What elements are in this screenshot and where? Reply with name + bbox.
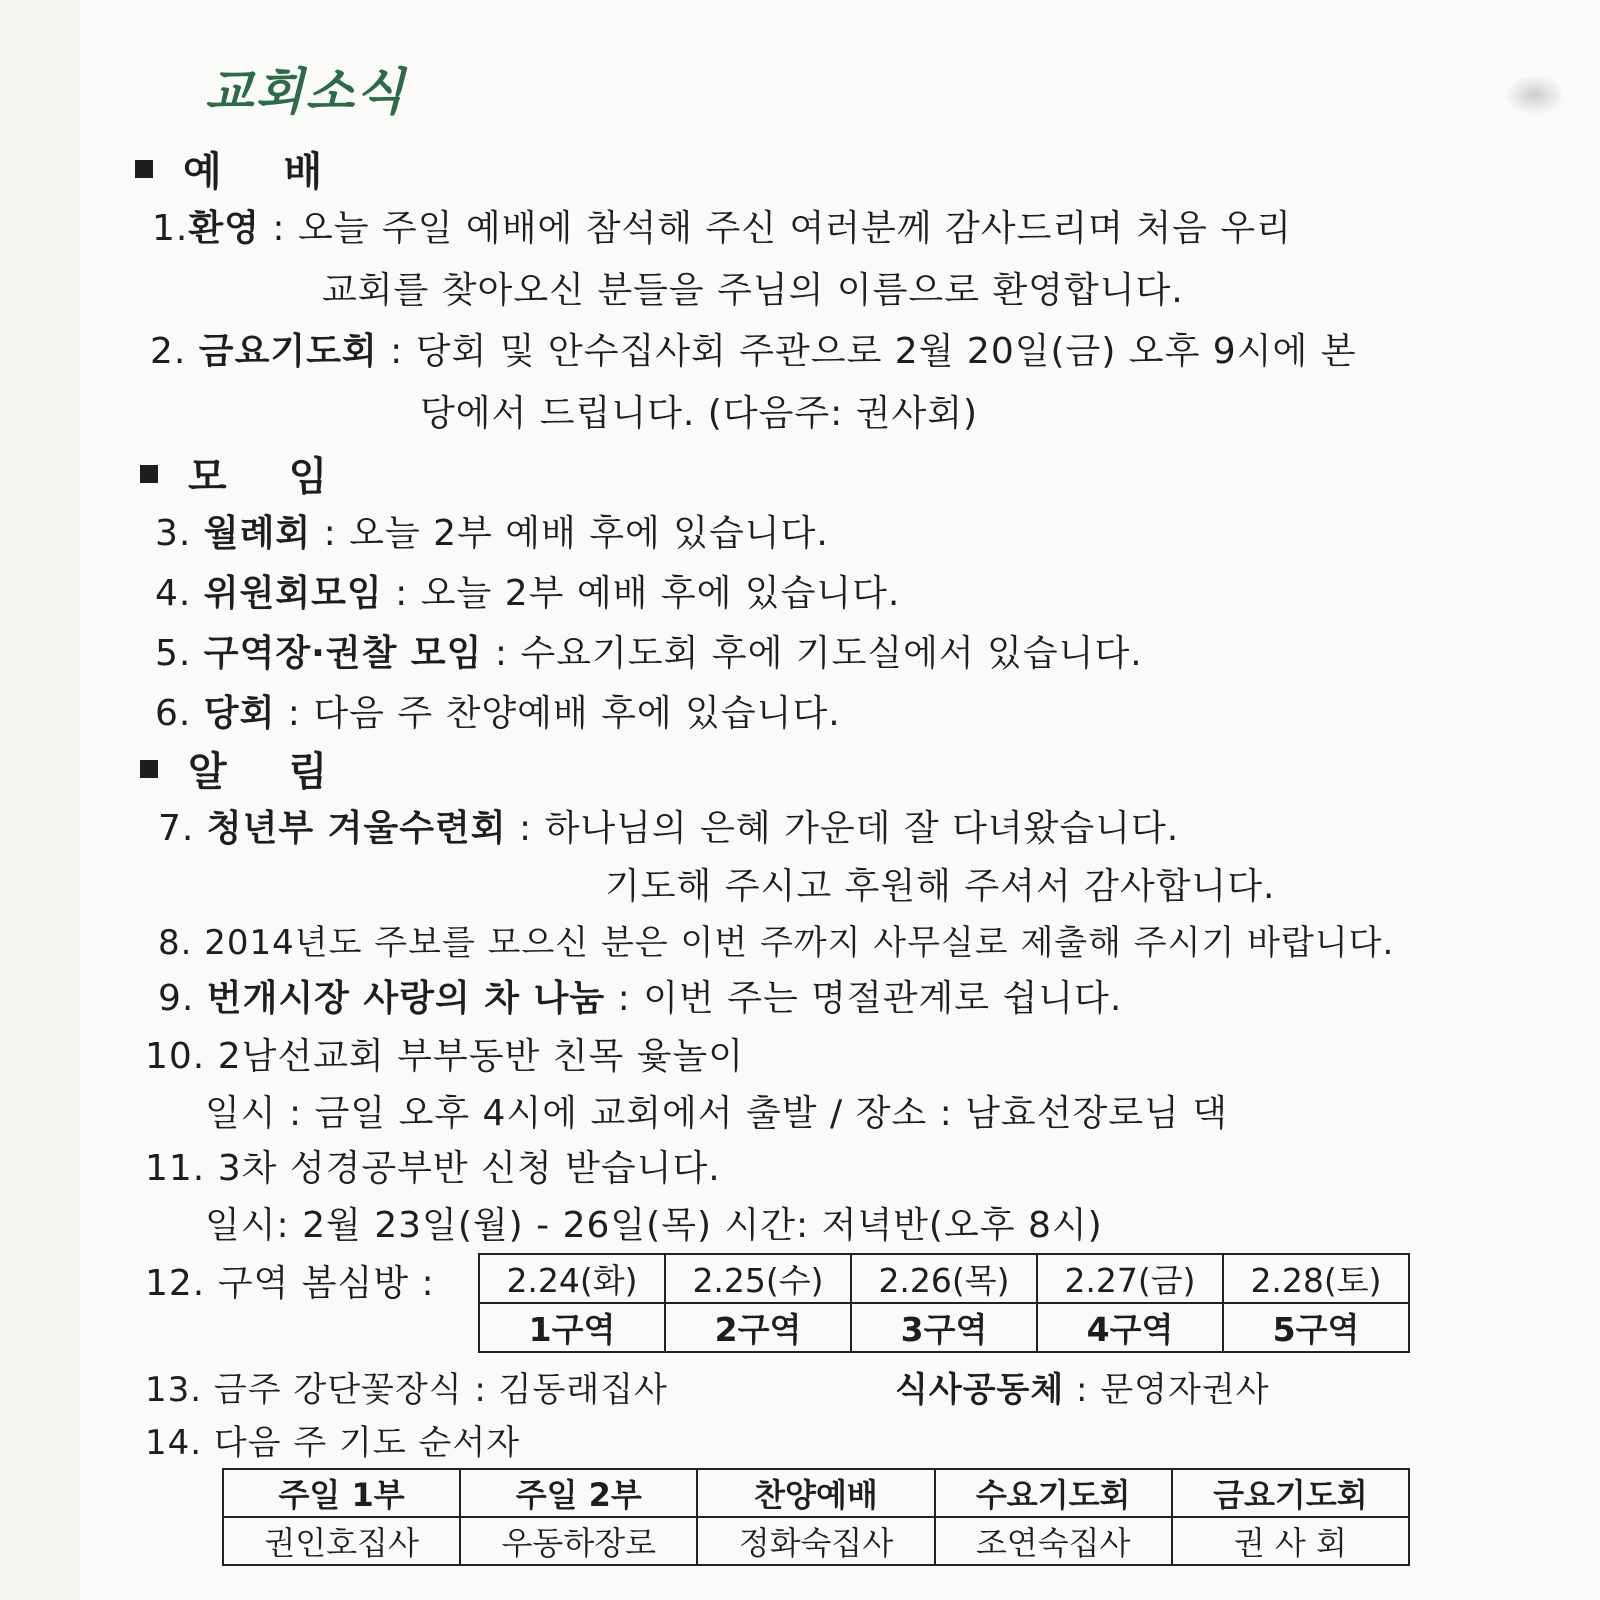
prayer-service-cell: 찬양예배 <box>697 1469 934 1517</box>
item-8: 8. 2014년도 주보를 모으신 분은 이번 주까지 사무실로 제출해 주시기 바랍니다. <box>158 923 1395 963</box>
visit-schedule-table <box>478 1253 1410 1353</box>
item-4: 4. 위원회모임 : 오늘 2부 예배 후에 있습니다. <box>155 573 901 614</box>
visit-date-cell: 2.28(토) <box>1223 1254 1409 1303</box>
visit-zone-cell: 2구역 <box>665 1303 851 1352</box>
visit-zone-cell: 3구역 <box>851 1303 1037 1352</box>
item-10-detail: 일시 : 금일 오후 4시에 교회에서 출발 / 장소 : 남효선장로님 댁 <box>205 1093 1229 1134</box>
prayer-person-cell: 권 사 회 <box>1172 1517 1409 1565</box>
visit-zone-row <box>479 1303 1409 1352</box>
prayer-service-cell: 주일 2부 <box>460 1469 697 1517</box>
paper-smudge <box>1505 75 1565 115</box>
item-14: 14. 다음 주 기도 순서자 <box>145 1423 521 1463</box>
section-notice-heading: 알 림 <box>140 740 351 797</box>
page-title: 교회소식 <box>205 62 407 121</box>
square-bullet-icon <box>140 760 158 778</box>
visit-zone-cell: 5구역 <box>1223 1303 1409 1352</box>
visit-date-cell: 2.27(금) <box>1037 1254 1223 1303</box>
prayer-person-cell: 정화숙집사 <box>697 1517 934 1565</box>
item-13-flowers: 13. 금주 강단꽃장식 : 김동래집사 <box>145 1370 668 1410</box>
prayer-person-cell: 우동하장로 <box>460 1517 697 1565</box>
item-5: 5. 구역장·권찰 모임 : 수요기도회 후에 기도실에서 있습니다. <box>155 633 1143 674</box>
square-bullet-icon <box>135 160 153 178</box>
prayer-person-cell: 조연숙집사 <box>935 1517 1172 1565</box>
item-3: 3. 월례회 : 오늘 2부 예배 후에 있습니다. <box>155 513 829 554</box>
item-9: 9. 번개시장 사랑의 차 나눔 : 이번 주는 명절관계로 쉽니다. <box>158 978 1123 1019</box>
prayer-service-row <box>223 1469 1409 1517</box>
item-12: 12. 구역 봄심방 : <box>145 1263 435 1304</box>
visit-date-cell: 2.26(목) <box>851 1254 1037 1303</box>
item-10: 10. 2남선교회 부부동반 친목 윷놀이 <box>145 1036 745 1077</box>
visit-date-cell: 2.25(수) <box>665 1254 851 1303</box>
prayer-service-cell: 수요기도회 <box>935 1469 1172 1517</box>
item-7: 7. 청년부 겨울수련회 : 하나님의 은혜 가운데 잘 다녀왔습니다. <box>158 808 1180 849</box>
item-2: 2. 금요기도회 : 당회 및 안수집사회 주관으로 2월 20일(금) 오후 9시에 본 <box>150 331 1357 372</box>
visit-zone-cell: 1구역 <box>479 1303 665 1352</box>
square-bullet-icon <box>140 465 158 483</box>
item-2-cont: 당에서 드립니다. (다음주: 권사회) <box>420 393 979 434</box>
item-13-meals: 식사공동체 : 문영자권사 <box>895 1370 1270 1410</box>
prayer-person-cell: 권인호집사 <box>223 1517 460 1565</box>
section-worship-heading: 예 배 <box>135 140 346 197</box>
prayer-service-cell: 금요기도회 <box>1172 1469 1409 1517</box>
item-1-cont: 교회를 찾아오신 분들을 주님의 이름으로 환영합니다. <box>322 270 1184 311</box>
item-1: 1.환영 : 오늘 주일 예배에 참석해 주신 여러분께 감사드리며 처음 우리 <box>152 208 1292 249</box>
item-7-cont: 기도해 주시고 후원해 주셔서 감사합니다. <box>605 866 1276 907</box>
visit-zone-cell: 4구역 <box>1037 1303 1223 1352</box>
section-meeting-heading: 모 임 <box>140 445 351 502</box>
visit-date-row <box>479 1254 1409 1303</box>
item-11: 11. 3차 성경공부반 신청 받습니다. <box>145 1148 721 1189</box>
visit-date-cell: 2.24(화) <box>479 1254 665 1303</box>
item-6: 6. 당회 : 다음 주 찬양예배 후에 있습니다. <box>155 693 841 734</box>
prayer-service-cell: 주일 1부 <box>223 1469 460 1517</box>
item-11-detail: 일시: 2월 23일(월) - 26일(목) 시간: 저녁반(오후 8시) <box>205 1205 1103 1246</box>
prayer-person-row <box>223 1517 1409 1565</box>
prayer-leaders-table <box>222 1468 1410 1566</box>
